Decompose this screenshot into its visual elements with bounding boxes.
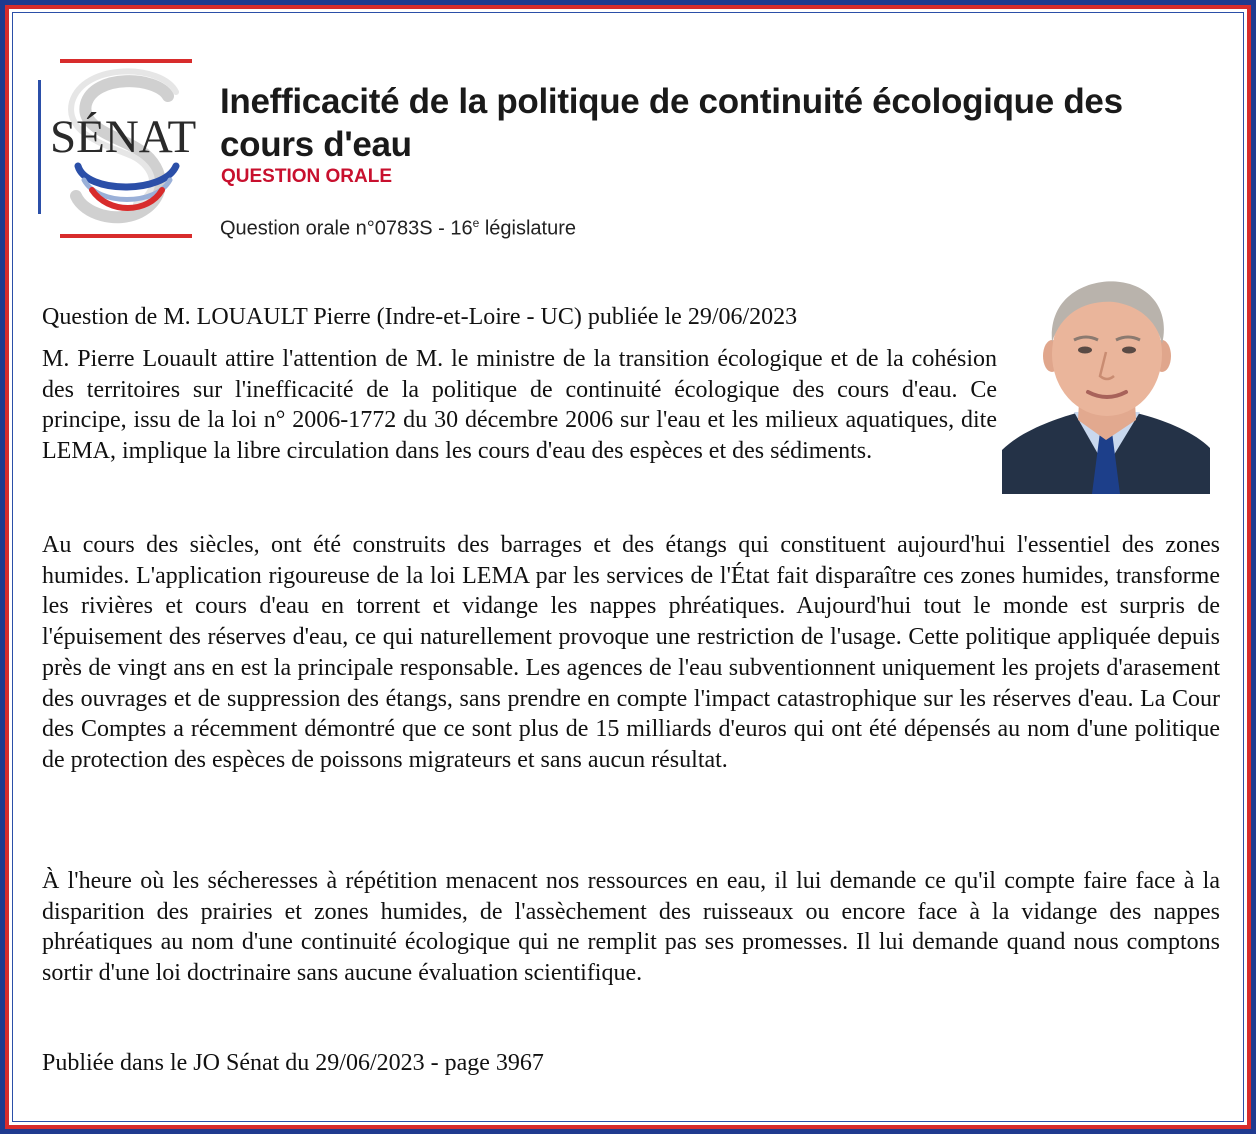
question-author-line: Question de M. LOUAULT Pierre (Indre-et-Loire - UC) publiée le 29/06/2023 — [42, 304, 798, 330]
publication-line: Publiée dans le JO Sénat du 29/06/2023 - page 3967 — [42, 1050, 544, 1076]
question-paragraph-2: Au cours des siècles, ont été construits des barrages et des étangs qui constituent aujourd'hui l'essentiel des zones humides. L'application rigoureuse de la loi LEMA par les services de l'État fait disparaître ces zones humides, transforme les rivières et cours d'eau en torrent et vidange les nappes phréatiques. Aujourd'hui tout le monde est surpris de l'épuisement des réserves d'eau, ce qui naturellement provoque une restriction de l'usage. Cette politique appliquée depuis près de vingt ans en est la principale responsable. Les agences de l'eau subventionnent uniquement les projets d'arasement des ouvrages et de suppression des étangs, sans prendre en compte l'impact catastrophique sur les réserves d'eau. La Cour des Comptes a récemment démontré que ce sont plus de 15 milliards d'euros qui ont été dépensés au nom d'une politique de protection des espèces de poissons migrateurs et sans aucun résultat. — [42, 532, 1220, 773]
senat-wordmark: SÉNAT — [50, 111, 197, 163]
reference-prefix: Question orale n°0783S - 16 — [220, 217, 473, 240]
senator-portrait — [1002, 272, 1210, 494]
question-paragraph-3: À l'heure où les sécheresses à répétition menacent nos ressources en eau, il lui demande ce qu'il compte faire face à la disparition des prairies et zones humides, de l'assèchement des ruisseaux ou encore face à la vidange des nappes phréatiques au nom d'une continuité écologique qui ne remplit pas ses promesses. Il lui demande quand nous comptons sortir d'une loi doctrinaire sans aucune évaluation scientifique. — [42, 868, 1220, 987]
question-paragraph-1: M. Pierre Louault attire l'attention de M. le ministre de la transition écologique et de la cohésion des territoires sur l'inefficacité de la politique de continuité écologique des cours d'eau. Ce principe, issu de la loi n° 2006-1772 du 30 décembre 2006 sur l'eau et les milieux aquatiques, dite LEMA, implique la libre circulation dans les cours d'eau des espèces et des sédiments. — [42, 346, 997, 465]
reference-suffix: législature — [479, 217, 577, 240]
portrait-illustration — [1002, 272, 1210, 494]
question-type-label: QUESTION ORALE — [221, 166, 393, 187]
senat-logo — [36, 56, 212, 242]
reference-superscript: e — [472, 216, 480, 230]
page-title: Inefficacité de la politique de continuité écologique des cours d'eau — [220, 82, 1123, 164]
question-reference — [220, 216, 576, 241]
